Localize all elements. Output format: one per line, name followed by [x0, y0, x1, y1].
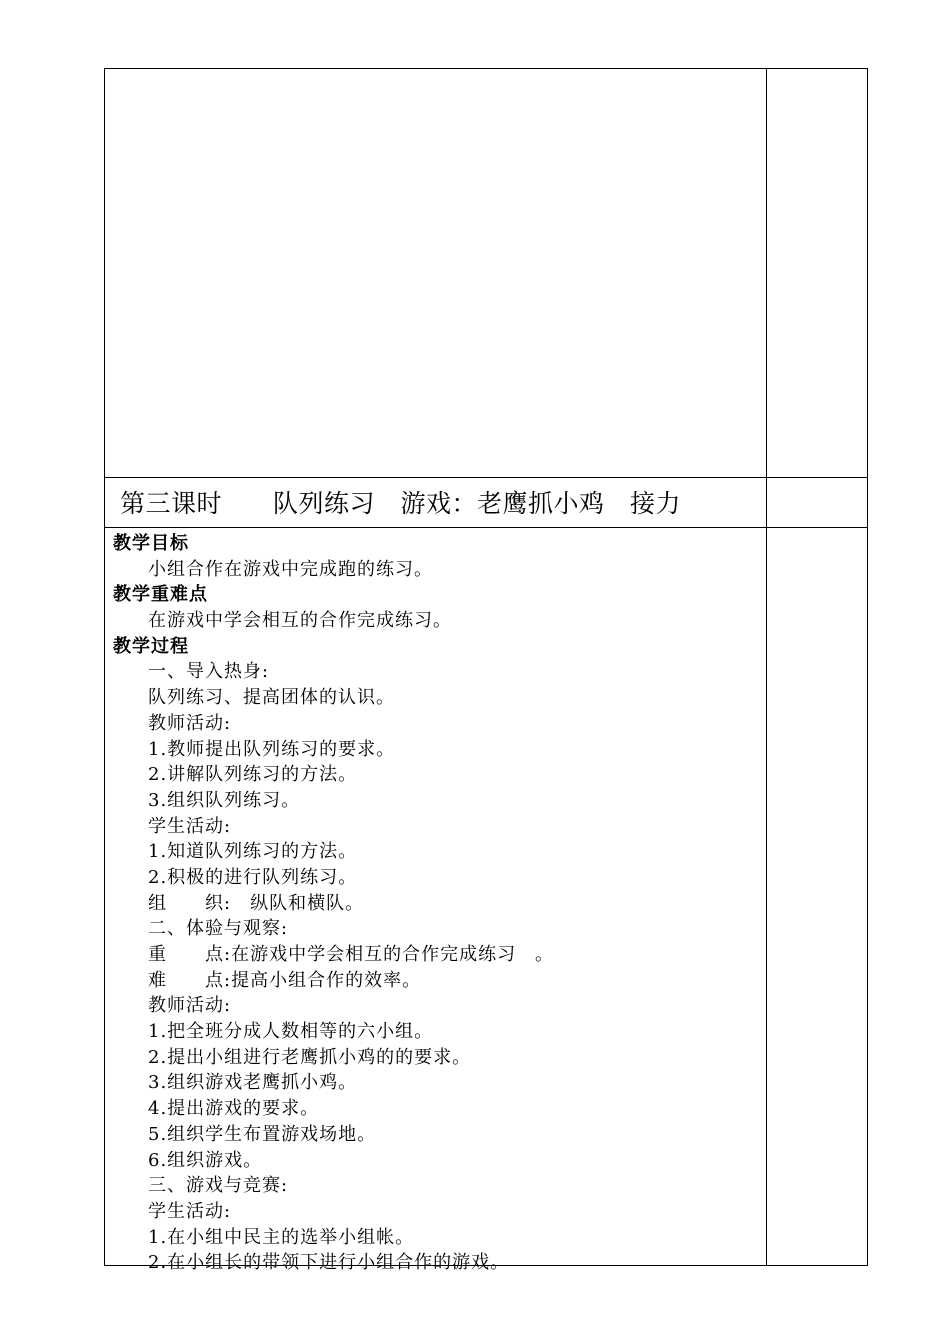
key-points-text: 在游戏中学会相互的合作完成练习。 — [148, 610, 452, 632]
process-line: 2.讲解队列练习的方法。 — [148, 764, 358, 786]
key-points-heading: 教学重难点 — [113, 584, 208, 606]
process-line: 2.积极的进行队列练习。 — [148, 866, 358, 888]
row-divider-top — [104, 477, 868, 478]
objectives-text: 小组合作在游戏中完成跑的练习。 — [148, 558, 433, 580]
process-line: 队列练习、提高团体的认识。 — [148, 687, 395, 709]
process-line: 二、体验与观察: — [148, 918, 289, 940]
lesson-title: 第三课时 队列练习 游戏：老鹰抓小鸡 接力 — [120, 489, 682, 518]
row-divider-title — [104, 527, 868, 528]
process-line: 组 织: 纵队和横队。 — [148, 892, 365, 914]
process-line: 1.把全班分成人数相等的六小组。 — [148, 1021, 434, 1043]
process-line: 教师活动: — [148, 995, 232, 1017]
column-divider — [766, 68, 767, 1266]
process-line: 2.提出小组进行老鹰抓小鸡的的要求。 — [148, 1046, 472, 1068]
process-line: 学生活动: — [148, 815, 232, 837]
process-line: 4.提出游戏的要求。 — [148, 1098, 320, 1120]
process-line: 3.组织游戏老鹰抓小鸡。 — [148, 1072, 358, 1094]
process-heading: 教学过程 — [113, 635, 189, 657]
objectives-heading: 教学目标 — [113, 533, 189, 554]
process-line: 1.教师提出队列练习的要求。 — [148, 738, 396, 760]
process-line: 一、导入热身: — [148, 661, 270, 683]
process-line: 难 点:提高小组合作的效率。 — [148, 969, 422, 991]
process-line: 重 点:在游戏中学会相互的合作完成练习 。 — [148, 944, 555, 965]
process-line: 1.知道队列练习的方法。 — [148, 841, 358, 863]
process-line: 教师活动: — [148, 712, 232, 734]
process-line: 2.在小组长的带领下进行小组合作的游戏。 — [148, 1252, 510, 1274]
process-line: 3.组织队列练习。 — [148, 789, 301, 811]
process-line: 6.组织游戏。 — [148, 1149, 263, 1171]
lesson-content — [113, 531, 763, 1276]
process-line: 三、游戏与竞赛: — [148, 1175, 289, 1197]
process-line: 学生活动: — [148, 1200, 232, 1222]
process-line: 5.组织学生布置游戏场地。 — [148, 1123, 377, 1145]
process-line: 1.在小组中民主的选举小组帐。 — [148, 1226, 415, 1248]
